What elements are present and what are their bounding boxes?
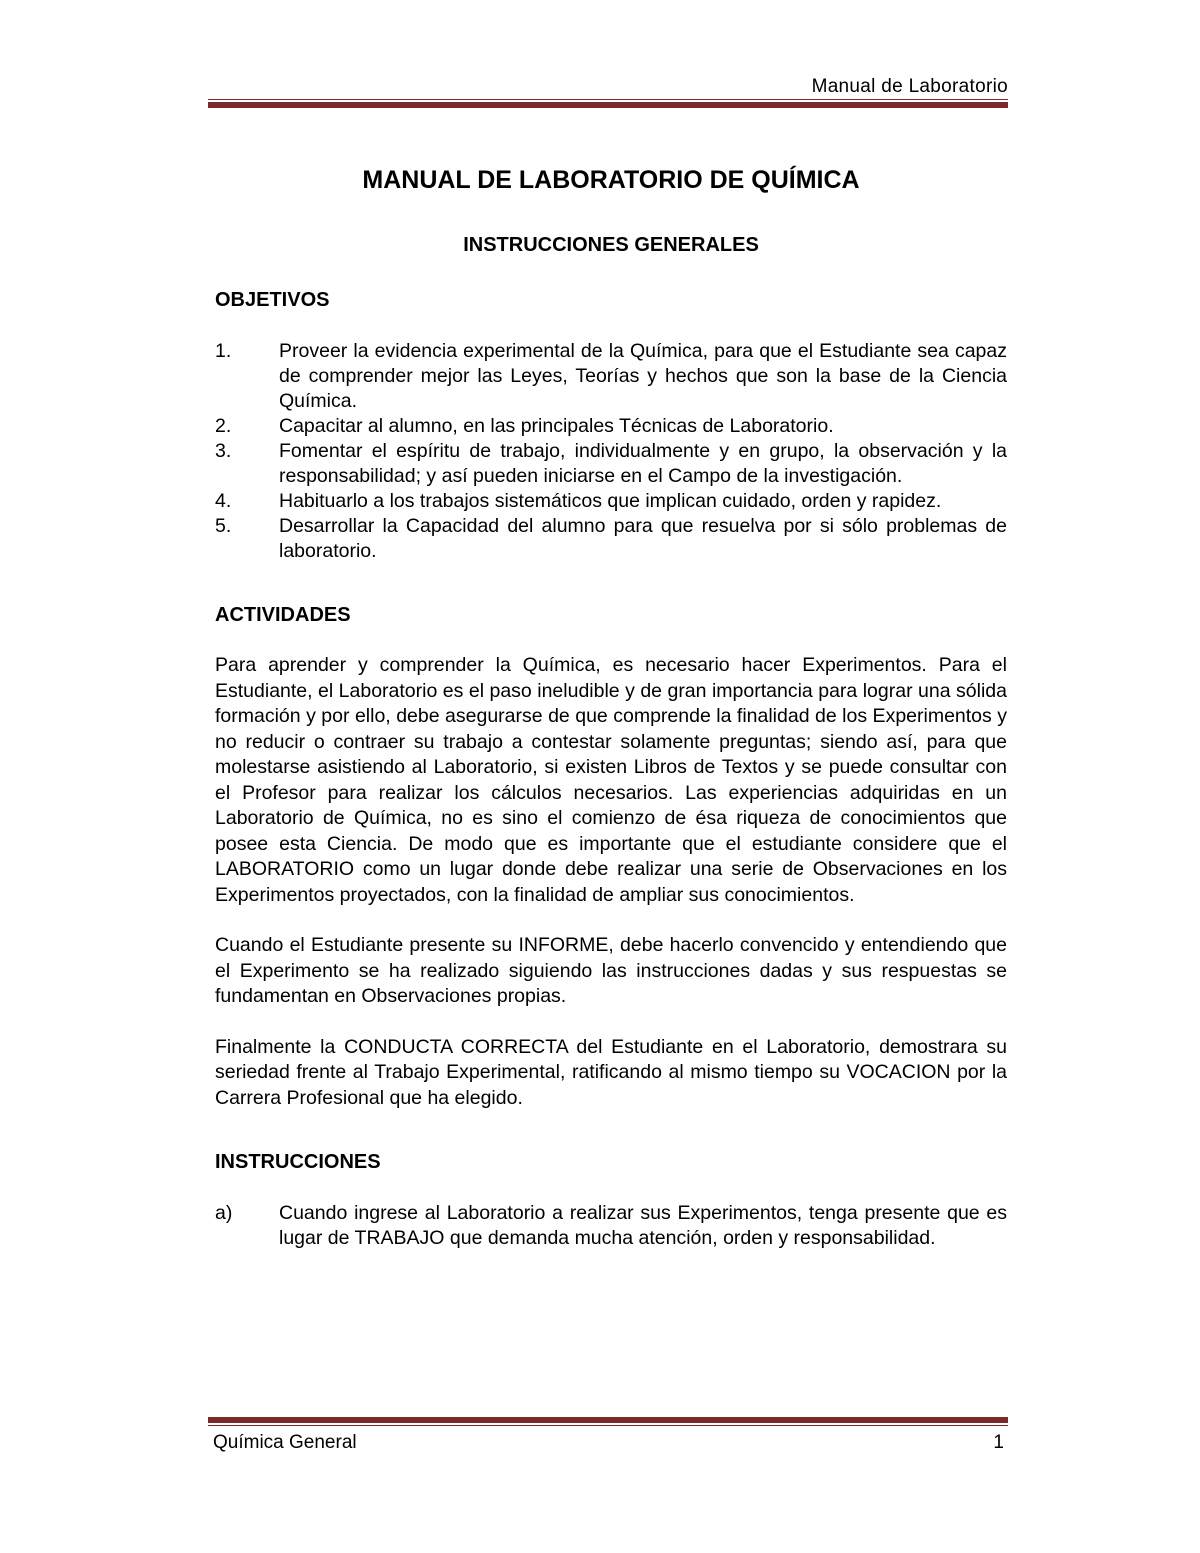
list-item-text: Cuando ingrese al Laboratorio a realizar sus Experimentos, tenga presente que es lugar de TRABAJO que demanda mucha atención, orden y responsabilidad.: [279, 1202, 1007, 1249]
list-item-number: a): [215, 1202, 233, 1224]
list-item-text: Desarrollar la Capacidad del alumno para que resuelva por si sólo problemas de laboratorio.: [279, 515, 1007, 562]
header-rule-thick: [208, 102, 1008, 108]
list-item: [215, 439, 1007, 489]
list-item: [215, 414, 1007, 439]
document-subtitle: INSTRUCCIONES GENERALES: [463, 234, 759, 256]
instrucciones-list: [215, 1201, 1007, 1251]
list-item: [215, 514, 1007, 564]
objetivos-list: [215, 339, 1007, 564]
list-item-number: 2.: [215, 415, 232, 437]
actividades-paragraph: Cuando el Estudiante presente su INFORME, debe hacerlo convencido y entendiendo que el Experimento se ha realizado siguiendo las instrucciones dadas y sus respuestas se fundamentan en Observaciones propias.: [215, 934, 1007, 1007]
footer-course-name: Química General: [213, 1432, 357, 1453]
list-item-number: 3.: [215, 440, 232, 462]
document-title: MANUAL DE LABORATORIO DE QUÍMICA: [362, 166, 860, 194]
list-item-text: Habituarlo a los trabajos sistemáticos que implican cuidado, orden y rapidez.: [279, 490, 942, 512]
objetivos-heading: OBJETIVOS: [215, 289, 330, 311]
actividades-paragraph: Para aprender y comprender la Química, es necesario hacer Experimentos. Para el Estudiante, el Laboratorio es el paso ineludible y de gran importancia para lograr una sólida formación y por ello, debe asegurarse de que comprende la finalidad de los Experimentos y no reducir o contraer su trabajo a contestar solamente preguntas; siendo así, para que molestarse asistiendo al Laboratorio, si existen Libros de Textos y se puede consultar con el Profesor para realizar los cálculos necesarios. Las experiencias adquiridas en un Laboratorio de Química, no es sino el comienzo de ésa riqueza de conocimientos que posee esta Ciencia. De modo que es importante que el estudiante considere que el LABORATORIO como un lugar donde debe realizar una serie de Observaciones en los Experimentos proyectados, con la finalidad de ampliar sus conocimientos.: [215, 654, 1007, 906]
list-item-text: Capacitar al alumno, en las principales Técnicas de Laboratorio.: [279, 415, 834, 437]
list-item: [215, 339, 1007, 414]
list-item-text: Proveer la evidencia experimental de la Química, para que el Estudiante sea capaz de comprender mejor las Leyes, Teorías y hechos que son la base de la Ciencia Química.: [279, 340, 1007, 412]
running-header: Manual de Laboratorio: [811, 76, 1008, 97]
list-item-text: Fomentar el espíritu de trabajo, individualmente y en grupo, la observación y la responsabilidad; y así pueden iniciarse en el Campo de la investigación.: [279, 440, 1007, 487]
list-item-number: 4.: [215, 490, 232, 512]
list-item-number: 1.: [215, 340, 232, 362]
footer-rule-thin: [208, 1425, 1008, 1426]
page-number: 1: [993, 1432, 1004, 1453]
actividades-heading: ACTIVIDADES: [215, 604, 351, 626]
list-item: [215, 489, 1007, 514]
actividades-paragraph: Finalmente la CONDUCTA CORRECTA del Estudiante en el Laboratorio, demostrara su seriedad frente al Trabajo Experimental, ratificando al mismo tiempo su VOCACION por la Carrera Profesional que ha elegido.: [215, 1035, 1007, 1109]
list-item: [215, 1201, 1007, 1251]
page-content: [215, 160, 1007, 1251]
instrucciones-heading: INSTRUCCIONES: [215, 1151, 381, 1173]
footer-rule-thick: [208, 1417, 1008, 1423]
header-rule-thin: [208, 99, 1008, 100]
list-item-number: 5.: [215, 515, 232, 537]
